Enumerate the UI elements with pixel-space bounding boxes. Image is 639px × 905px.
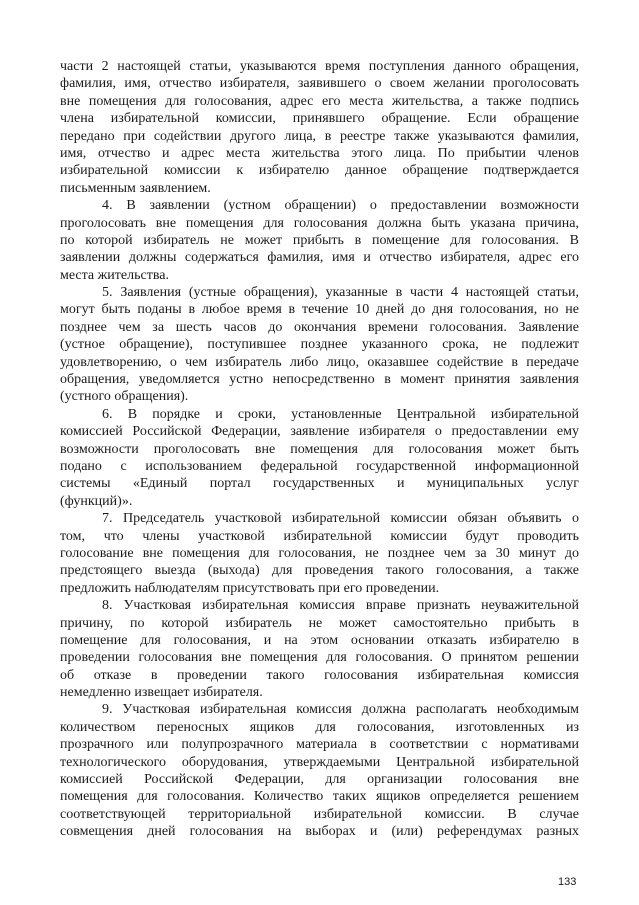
- text-line: 9. Участковая избирательная комиссия должна располагать необходимым: [102, 702, 579, 718]
- text-line: комиссией Российской Федерации, для организации голосования вне: [60, 772, 579, 788]
- text-line: избирательной комиссии к избирателю данное обращение подтверждается: [60, 163, 579, 179]
- text-line: письменным заявлением.: [60, 180, 211, 196]
- text-line: прозрачного или полупрозрачного материала в соответствии с нормативами: [60, 737, 579, 753]
- text-line: фамилия, имя, отчество избирателя, заявившего о своем желании проголосовать: [60, 76, 579, 92]
- text-line: немедленно извещает избирателя.: [60, 685, 263, 701]
- text-line: количеством переносных ящиков для голосования, изготовленных из: [60, 719, 579, 735]
- text-line: обращения, уведомляется устно непосредственно в момент принятия заявления: [60, 372, 579, 388]
- text-line: предстоящего выезда (выхода) для проведения такого голосования, а также: [60, 563, 579, 579]
- text-line: голосование вне помещения для голосования, не позднее чем за 30 минут до: [60, 545, 579, 561]
- text-line: удовлетворению, о чем избиратель либо лицо, оказавшее содействие в передаче: [60, 354, 579, 370]
- text-line: помещения для голосования. Количество таких ящиков определяется решением: [60, 789, 579, 805]
- text-line: заявлении должны содержаться фамилия, имя и отчество избирателя, адрес его: [60, 250, 579, 266]
- text-line: вне помещения для голосования, адрес его места жительства, а также подпись: [60, 93, 579, 109]
- text-line: 6. В порядке и сроки, установленные Центральной избирательной: [102, 406, 579, 422]
- text-line: соответствующей территориальной избирательной комиссии. В случае: [60, 806, 579, 822]
- text-line: по которой избиратель не может прибыть в помещение для голосования. В: [60, 232, 579, 248]
- text-line: технологического оборудования, утверждаемыми Центральной избирательной: [60, 754, 579, 770]
- text-line: совмещения дней голосования на выборах и (или) референдумах разных: [60, 824, 579, 840]
- text-line: том, что члены участковой избирательной комиссии будут проводить: [60, 528, 579, 544]
- text-line: 5. Заявления (устные обращения), указанные в части 4 настоящей статьи,: [102, 285, 579, 301]
- text-line: могут быть поданы в любое время в течение 10 дней до дня голосования, но не: [60, 302, 579, 318]
- text-line: 4. В заявлении (устном обращении) о предоставлении возможности: [102, 198, 579, 214]
- text-line: проголосовать вне помещения для голосования должна быть указана причина,: [60, 215, 579, 231]
- body-text: [60, 58, 579, 841]
- text-line: причину, по которой избиратель не может самостоятельно прибыть в: [60, 615, 579, 631]
- text-line: 7. Председатель участковой избирательной комиссии обязан объявить о: [102, 511, 579, 527]
- text-line: (функций)».: [60, 493, 133, 509]
- text-line: 8. Участковая избирательная комиссия вправе признать неуважительной: [102, 598, 579, 614]
- page-number: 133: [558, 876, 577, 888]
- text-line: системы «Единый портал государственных и муниципальных услуг: [60, 476, 579, 492]
- text-line: места жительства.: [60, 267, 169, 283]
- text-line: возможности проголосовать вне помещения для голосования может быть: [60, 441, 579, 457]
- text-line: члена избирательной комиссии, принявшего обращение. Если обращение: [60, 111, 579, 127]
- text-line: передано при содействии другого лица, в реестре также указываются фамилия,: [60, 128, 579, 144]
- text-line: (устного обращения).: [60, 389, 189, 405]
- text-line: помещение для голосования, и на этом основании отказать избирателю в: [60, 632, 579, 648]
- text-line: (устное обращение), поступившее позднее указанного срока, не подлежит: [60, 337, 579, 353]
- text-line: комиссией Российской Федерации, заявление избирателя о предоставлении ему: [60, 424, 579, 440]
- text-line: позднее чем за шесть часов до окончания времени голосования. Заявление: [60, 319, 579, 335]
- text-line: части 2 настоящей статьи, указываются время поступления данного обращения,: [60, 59, 579, 74]
- text-line: об отказе в проведении такого голосования избирательная комиссия: [60, 667, 579, 683]
- text-line: проведении голосования вне помещения для голосования. О принятом решении: [60, 650, 579, 666]
- text-line: имя, отчество и адрес места жительства этого лица. По прибытии членов: [60, 145, 579, 161]
- text-line: предложить наблюдателям присутствовать при его проведении.: [60, 580, 440, 596]
- text-line: подано с использованием федеральной государственной информационной: [60, 458, 579, 474]
